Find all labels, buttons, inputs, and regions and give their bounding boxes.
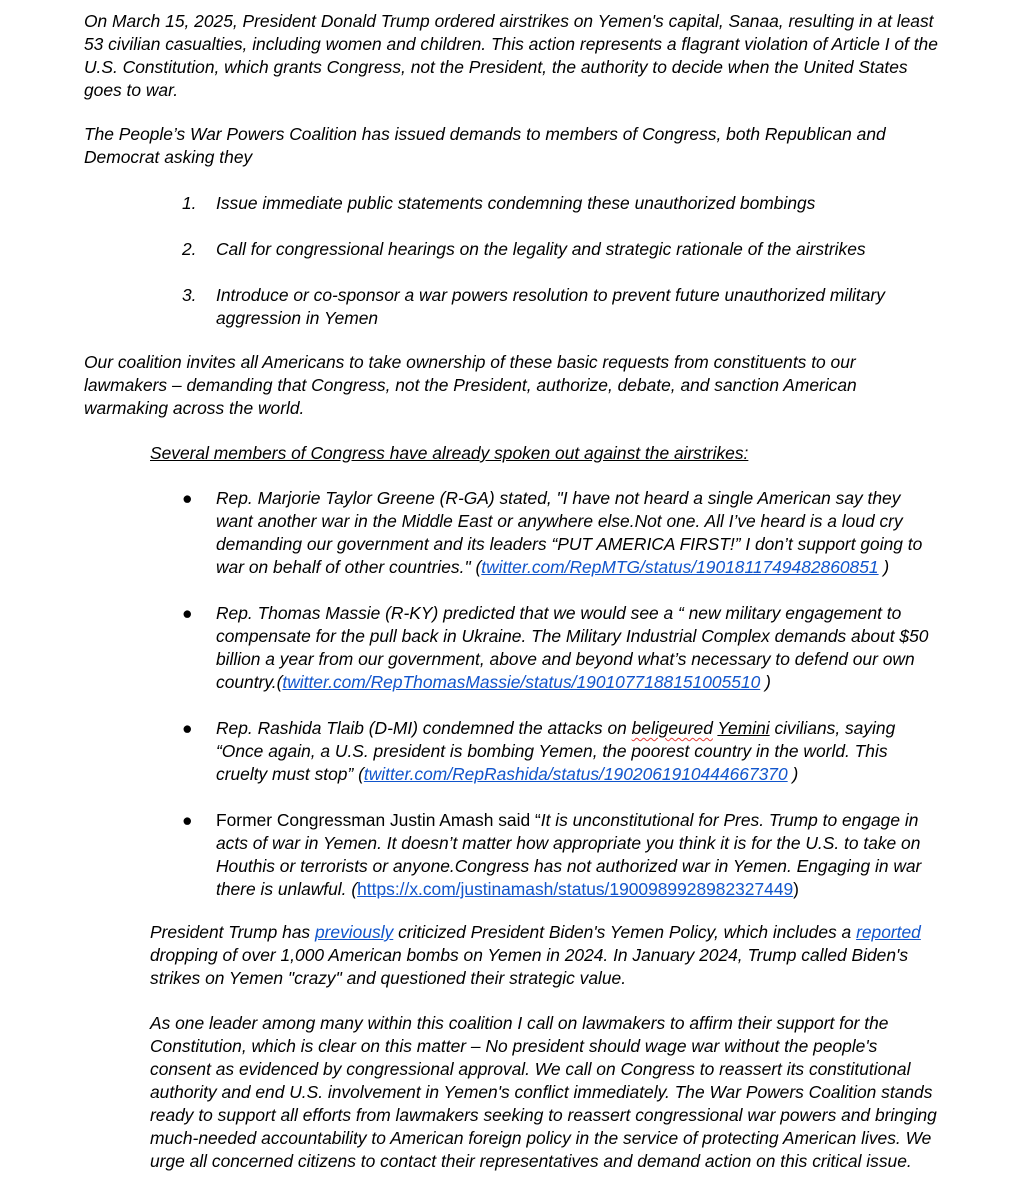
demand-text: Introduce or co-sponsor a war powers resolution to prevent future unauthorized military aggression in Yemen bbox=[216, 285, 885, 328]
amash-tweet-link[interactable]: https://x.com/justinamash/status/1900989928982327449 bbox=[357, 879, 794, 899]
statement-intro: Former Congressman Justin Amash said “ bbox=[216, 810, 541, 830]
statement-closing: ) bbox=[878, 557, 890, 577]
trump-text-2: criticized President Biden's Yemen Policy, which includes a bbox=[393, 922, 857, 942]
statement-closing: ) bbox=[760, 672, 771, 692]
previously-link[interactable]: previously bbox=[314, 922, 394, 942]
bullet-icon: ● bbox=[182, 718, 193, 738]
statement-closing: ) bbox=[787, 764, 799, 784]
underlined-word: Yemini bbox=[717, 718, 770, 738]
reported-link[interactable]: reported bbox=[856, 922, 921, 942]
bullet-icon: ● bbox=[182, 488, 193, 508]
demand-number: 2. bbox=[182, 239, 197, 259]
trump-policy-paragraph bbox=[150, 921, 940, 990]
statement-text bbox=[216, 809, 976, 901]
statement-quote: It is unconstitutional for Pres. Trump to engage in acts of war in Yemen. It doesn’t matter how appropriate you think it is for the U.S. to take on Houthis or terrorists or anyone.Congress has not authorized war in Yemen. Engaging in war there is unlawful. ( bbox=[216, 810, 922, 899]
statement-closing: ) bbox=[793, 879, 799, 899]
coalition-paragraph: The People’s War Powers Coalition has issued demands to members of Congress, both Republican and Democrat asking they bbox=[84, 124, 886, 167]
tlaib-tweet-link[interactable]: twitter.com/RepRashida/status/1902061910444667370 bbox=[363, 764, 788, 784]
closing-paragraph: As one leader among many within this coalition I call on lawmakers to affirm their support for the Constitution, which is clear on this matter – No president should wage war without the people's consent as evidenced by congressional approval. We call on Congress to reassert its constitutional authority and end U.S. involvement in Yemen's conflict immediately. The War Powers Coalition stands ready to support all efforts from lawmakers seeking to reassert congressional war powers and bringing much-needed accountability to American foreign policy in the service of protecting American lives. We urge all concerned citizens to contact their representatives and demand action on this critical issue. bbox=[150, 1013, 937, 1171]
spellcheck-word[interactable]: beligeured bbox=[631, 718, 713, 738]
greene-tweet-link[interactable]: twitter.com/RepMTG/status/1901811749482860851 bbox=[481, 557, 879, 577]
statement-text bbox=[216, 487, 976, 579]
invitation-paragraph: Our coalition invites all Americans to take ownership of these basic requests from constituents to our lawmakers – demanding that Congress, not the President, authorize, debate, and sanction American warmaking across the world. bbox=[84, 352, 857, 418]
statement-quote: Rep. Marjorie Taylor Greene (R-GA) stated, "I have not heard a single American say they want another war in the Middle East or anywhere else.Not one. All I’ve heard is a loud cry demanding our government and its leaders “PUT AMERICA FIRST!” I don’t support going to war on behalf of other countries." ( bbox=[216, 488, 923, 577]
demand-number: 3. bbox=[182, 285, 197, 305]
trump-text-3: dropping of over 1,000 American bombs on Yemen in 2024. In January 2024, Trump called Biden's strikes on Yemen "crazy" and questioned their strategic value. bbox=[150, 945, 909, 988]
demand-number: 1. bbox=[182, 193, 197, 213]
statement-quote: Rep. Thomas Massie (R-KY) predicted that we would see a “ new military engagement to compensate for the pull back in Ukraine. The Military Industrial Complex demands about $50 billion a year from our government, above and beyond what’s necessary to defend our own country.( bbox=[216, 603, 929, 692]
demand-text: Call for congressional hearings on the legality and strategic rationale of the airstrikes bbox=[216, 239, 866, 259]
trump-text-1: President Trump has bbox=[150, 922, 315, 942]
statement-text bbox=[216, 717, 976, 786]
bullet-icon: ● bbox=[182, 810, 193, 830]
demand-text: Issue immediate public statements condemning these unauthorized bombings bbox=[216, 193, 816, 213]
statement-quote: Rep. Rashida Tlaib (D-MI) condemned the attacks on bbox=[216, 718, 632, 738]
bullet-icon: ● bbox=[182, 603, 193, 623]
congress-statements-heading: Several members of Congress have already spoken out against the airstrikes: bbox=[150, 443, 749, 463]
intro-paragraph: On March 15, 2025, President Donald Trump ordered airstrikes on Yemen's capital, Sanaa, resulting in at least 53 civilian casualties, including women and children. This action represents a flagrant violation of Article I of the U.S. Constitution, which grants Congress, not the President, the authority to decide when the United States goes to war. bbox=[84, 11, 938, 100]
massie-tweet-link[interactable]: twitter.com/RepThomasMassie/status/1901077188151005510 bbox=[282, 672, 761, 692]
statement-text bbox=[216, 602, 976, 694]
statement-quote-continued: civilians, saying “Once again, a U.S. president is bombing Yemen, the poorest country in the world. This cruelty must stop” ( bbox=[216, 718, 896, 784]
